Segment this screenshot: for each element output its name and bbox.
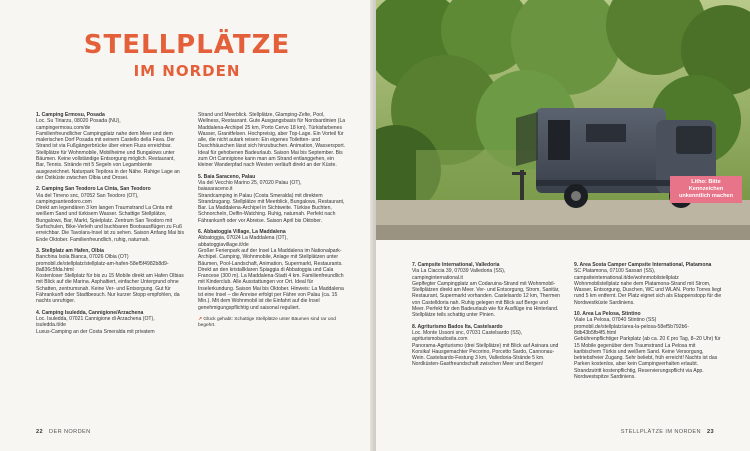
listing-address: Via La Ciaccia 39, 07039 Valledoria (SS), xyxy=(412,268,506,275)
right-column-1 xyxy=(412,262,562,373)
listing-entry xyxy=(36,112,184,181)
page-number-left: 22 xyxy=(36,429,44,435)
listing-entry xyxy=(198,229,346,311)
listing-entry xyxy=(412,324,562,368)
listing-description: Geplfegter Campingplatz am Codaruina-Strand mit Wohnmobil-Stellplätzen direkt am Meer. Ver- und Entsorgung, Strom, Sanitär, Restaurant, Supermarkt vorhanden. Castelsardo 12 km, Thermen von Castelldoria nah. Ruhig gelegen mit Blick auf Berge und Meer. Perfekt für den Badeurlaub wie für Ausflüge ins Hinterland. Stellplätze teils schattig unter Pinien. xyxy=(412,280,560,319)
listing-heading: 8. Agriturismo Bados Ita, Castelsardo xyxy=(412,323,503,330)
listing-website-link[interactable]: abbatoggiavillage.it/de xyxy=(198,241,249,248)
left-column-1 xyxy=(36,112,184,340)
listing-entry xyxy=(412,262,562,319)
listing-description: Panorama-Agriturismo (drei Stellplätze) mit Blick auf Asinara und Korsika! Hausgemachter Pecorino, Porcetto Sardo, Cannonau-Wein. Castelsardo-Festung 3 km, Valledoria-Strände 5 km. Nordküsten-Gastfreundschaft zwischen Meer und Bergen! xyxy=(412,342,559,368)
listing-address: Viale La Pelosa, 07040 Stintino (SS) xyxy=(574,317,657,324)
camper-photo-image xyxy=(376,0,750,240)
listing-website-link[interactable]: campingsanteodoro.com xyxy=(36,198,92,205)
listing-description: Familienfreundlicher Campingplatz nahe dem Meer und dem malerischen Dorf Posada mit seinem Castello della Fava. Der Strand ist via Fußgängerbrücke über einen Fluss erreichbar. Stellplätze für Wohnmobile, Mobilheime und Bungalows unter Bäumen. Keine vollständige Entsorgung möglich. Restaurant, Bar, Tennis. Strände mit 5 Segeln von Legambiente ausgezeichnet. Naturpark Tepilora in der Nähe. Ruhige Lage an der Ostküste zwischen Olbia und Orosei. xyxy=(36,130,180,181)
photo-caption: Litho: Bitte Kennzeichen unkenntlich machen xyxy=(670,176,742,203)
listing-address: Banchina Isola Bianca, 07026 Olbia (OT) xyxy=(36,254,129,261)
listing-website-link[interactable]: campinginternational.it xyxy=(412,274,463,281)
listing-website-link[interactable]: promobil.de/stellplatz/stellplatz-am-hafen-58ef5f4982b8d9-8a836c5fda.html xyxy=(36,260,169,273)
page-number-right: 23 xyxy=(706,429,714,435)
footer-right xyxy=(621,429,714,435)
listing-address: Via del Tirreno snc, 07052 San Teodoro (OT), xyxy=(36,192,139,199)
listing-description: Großer Ferienpark auf der Insel La Maddalena im Nationalpark-Archipel. Camping, Wohnmobile, Anlage mit Stellplätzen unter Bäumen, Pool-Landschaft, Animation, Supermarkt, Restaurants. Direkt an den kristallklaren Spiaggia di Abbatoggia und Cala Francese (300 m). La Maddalena-Stadt 4 km. Familienfreundlich mit Kinderclub. Alle Ausstattungen vor Ort. Ideal für Inselerkundung. Saison Mai bis Oktober. Hinweis: La Maddalena ist eine Insel – die Anreise erfolgt per Fähre von Palau (ca. 15 Min.). Mit dem Wohnmobil ist die Einfahrt auf die Insel genehmigungspflichtig und saisonal reguliert. xyxy=(198,247,344,311)
section-label-right: STELLPLÄTZE IM NORDEN xyxy=(620,429,701,435)
page-title: STELLPLÄTZE xyxy=(83,30,291,60)
listing-heading: 1. Camping Ermosu, Posada xyxy=(36,112,105,118)
listing-description: Kostenloser Stellplatz für bis zu 15 Mobile direkt am Hafen Olbias mit Blick auf die Marina. Asphaltiert, einfacher Untergrund ohne Schatten, zentrumsnah. Keine Ver- und Entsorgung. Gut für Fährankunft oder Stadtbesuch. Nur kurzer Stopp empfohlen, da nachts unruhiger. xyxy=(36,273,184,305)
left-column-2 xyxy=(198,112,346,329)
listing-heading: 10. Area La Pelosa, Stintino xyxy=(574,311,641,318)
listing-entry xyxy=(574,311,724,380)
listing-address: Via del Vecchio Marino 25, 07020 Palau (OT), xyxy=(198,179,302,186)
listing-entry xyxy=(198,112,346,169)
listing-address: Abbatoggia, 07024 La Maddalena (OT), xyxy=(198,235,288,242)
listing-website-link[interactable]: promobil.de/stellplatz/area-la-pelosa-58ef5b792b6-8db43b5fb4f5.html xyxy=(574,323,689,336)
listing-description: Wohnmobilstellplatz nahe dem Platamona-Strand mit Strom, Wasser, Entsorgung, Duschen, WC und WLAN. Porto Torres liegt rund 5 km entfernt. Der Platz eignet sich als Etappenstopp für die Nordwestküste Sardiniens. xyxy=(574,280,722,306)
listing-address: Loc. Isuledda, 07021 Cannigione di Arzachena (OT), xyxy=(36,315,155,322)
listing-address: SC Platamona, 07100 Sassari (SS), xyxy=(574,268,656,275)
listing-website-link[interactable]: campsiteinternational.it/de/wohnmobilstellplatz xyxy=(574,274,679,281)
listing-entry xyxy=(198,174,346,224)
photo-note-text: Glück gehabt: Schattige Stellplätze unter Bäumen sind rar und begehrt. xyxy=(198,316,336,328)
listing-website-link[interactable]: isuledda.it/de xyxy=(36,322,67,329)
left-page xyxy=(0,0,374,451)
listing-description: Strandcamping in Palau (Costa Smeralda) mit direktem Strandzugang. Stellplätze mit Meerblick, Bungalows, Restaurant, Bar. La Maddalena-Archipel in Sichtweite. Türkise Buchten, Schnorcheln, Delfin-Watching. Ruhig, naturnah. Perfekt nach Fährankunft oder vor Abreise. Saison April bis Oktober. xyxy=(198,192,345,224)
listing-heading: 4. Camping Isuledda, Cannigione/Arzachena xyxy=(36,309,144,316)
listing-website-link[interactable]: campingermosu.com/de xyxy=(36,124,91,131)
footer-left xyxy=(36,429,91,435)
listing-entry xyxy=(36,310,184,335)
listing-address: Loc. Monte Ussoni snc, 07031 Castelsardo (SS), xyxy=(412,329,523,336)
listing-description: Luxus-Camping an der Costa Smeralda mit privatem xyxy=(36,328,155,335)
right-page xyxy=(376,0,750,451)
listing-heading: 6. Abbatoggia Village, La Maddalena xyxy=(198,229,286,236)
listing-heading: 5. Baia Saraceno, Palau xyxy=(198,173,256,180)
listing-description: Gebührenpflichtiger Parkplatz (ab ca. 20 € pro Tag, 8–20 Uhr) für 15 Mobile gegenüber dem Traumstrand La Pelosa mit karibischem Türkis und weißem Sand. Keine Versorgung, betriebsfreier Zugang. Sehr beliebt, früh erreicht! Nachts ist das Parken kostenlos, aber kein Campingverhalten erlaubt. Strandzutritt kostenpflichtig, Reservierungspflicht via App. Nordwestspitze Sardiniens. xyxy=(574,336,721,381)
camper-photo xyxy=(376,0,750,240)
listing-heading: 3. Stellplatz am Hafen, Olbia xyxy=(36,247,104,254)
listing-heading: 7. Campsite International, Valledoria xyxy=(412,262,500,268)
listing-entry xyxy=(36,248,184,305)
listing-heading: 9. Area Sosta Camper Campsite International, Platamona xyxy=(574,262,712,268)
listing-description: Direkt am legendären 3 km langen Traumstrand La Cinta mit weißem Sand und türkisem Wasser. Schattige Stellplätze, Bungalows, Bar, Markt, Spielplatz. Zentrum San Teodoro mit Surfschulen, Bike-Verleih und buchbaren Bootsausflügen zu Fuß erreichbar. Die Tavolara-Insel ist zu sehen. Saison Anfang Mai bis Ende Oktober. Familienfreundlich, ruhig, naturnah. xyxy=(36,205,184,243)
listing-address: Loc. Su Tiriarzu, 08020 Posada (NU), xyxy=(36,118,121,125)
page-subtitle: IM NORDEN xyxy=(133,62,241,80)
right-column-2 xyxy=(574,262,724,385)
listing-entry xyxy=(574,262,724,306)
listing-heading: 2. Camping San Teodoro La Cinta, San Teodoro xyxy=(36,186,151,193)
photo-note: ↗ Glück gehabt: Schattige Stellplätze unter Bäumen sind rar und begehrt. xyxy=(198,316,336,328)
section-label-left: DER NORDEN xyxy=(49,429,91,435)
listing-website-link[interactable]: agriturismobadosita.com xyxy=(412,336,468,343)
listing-website-link[interactable]: baiasaraceno.it xyxy=(198,186,233,193)
listing-description: Strand und Meerblick. Stellplätze, Glamping-Zelte, Pool, Wellness, Restaurant. Gute Ausgangsbasis für Nordsardinien (La Maddalena-Archipel 25 km, Porto Cervo 18 km). Türkisfarbenes Wasser, Granitfelsen. Hochpreisig, aber Top-Lage. Ein Vorteil für alle, die nicht autark reisen: Ein eigenes Toiletten- und Duschhäuschen lässt sich hinzubuchen. Animation, Wassersport. Ideal für gehobenen Badeurlaub. Saison Mai bis September. Bis zum Ort Cannigione kann man am Strand entlanggehen, ein kleiner Wanderpfad nach Westen verläuft direkt an der Küste. xyxy=(198,112,346,169)
listing-entry xyxy=(36,186,184,243)
